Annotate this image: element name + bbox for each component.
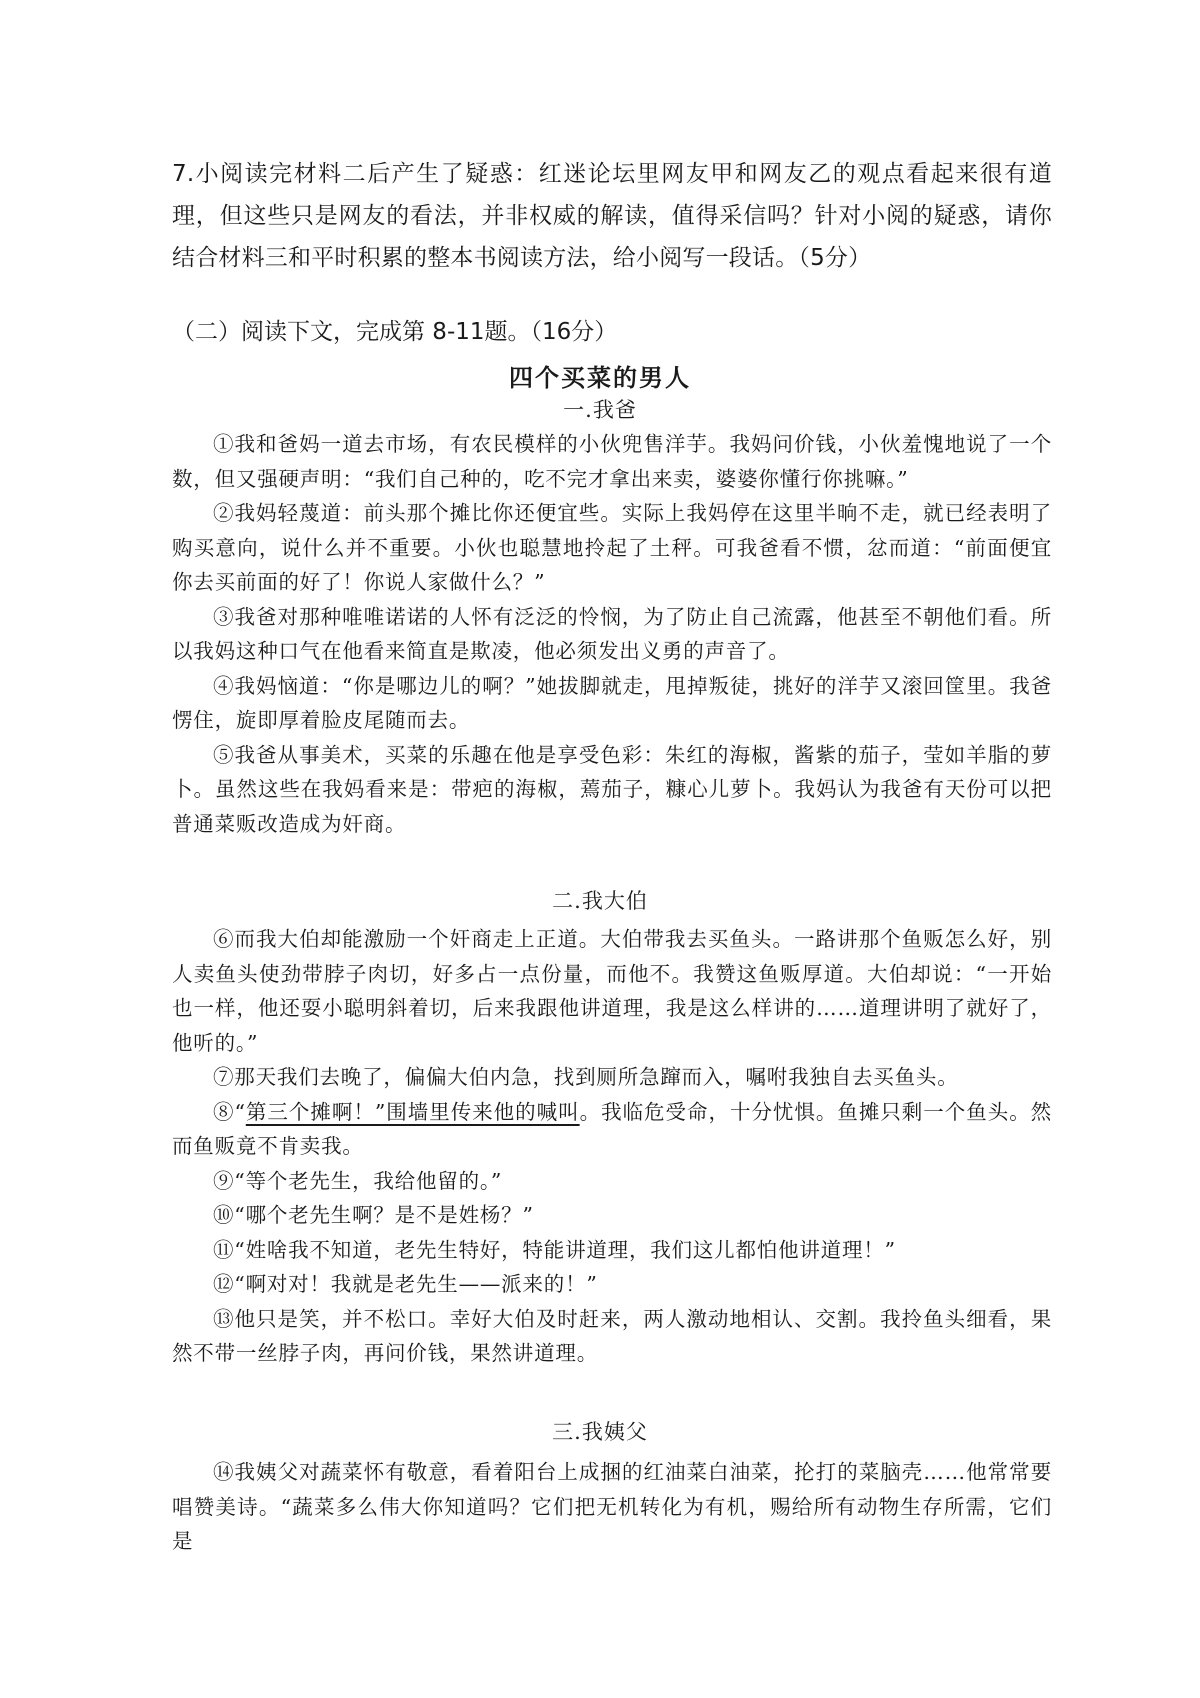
- paragraph-12: ⑫“啊对对！我就是老先生——派来的！”: [213, 1272, 598, 1296]
- paragraph-9: ⑨“等个老先生，我给他留的。”: [213, 1168, 503, 1193]
- paragraph-4: ④我妈恼道：“你是哪边儿的啊？”她拔脚就走，甩掉叛徒，挑好的洋芋又滚回筐里。我爸愣住，旋即厚着脸皮尾随而去。: [172, 673, 1052, 732]
- paragraph-2: ②我妈轻蔑道：前头那个摊比你还便宜些。实际上我妈停在这里半晌不走，就已经表明了购买意向，说什么并不重要。小伙也聪慧地拎起了土秤。可我爸看不惯，忿而道：“前面便宜你去买前面的好了！你说人家做什么？”: [172, 501, 1052, 594]
- paragraph-8-start: ⑧“: [213, 1099, 246, 1124]
- question-7: 7.小阅读完材料二后产生了疑惑：红迷论坛里网友甲和网友乙的观点看起来很有道理，但这些只是网友的看法，并非权威的解读，值得采信吗？针对小阅的疑惑，请你结合材料三和平时积累的整本书阅读方法，给小阅写一段话。（5分）: [172, 161, 1052, 271]
- paragraph-6: ⑥而我大伯却能激励一个奸商走上正道。大伯带我去买鱼头。一路讲那个鱼贩怎么好，别人卖鱼头使劲带脖子肉切，好多占一点份量，而他不。我赞这鱼贩厚道。大伯却说：“一开始也一样，他还耍小聪明斜着切，后来我跟他讲道理，我是这么样讲的……道理讲明了就好了，他听的。”: [172, 927, 1052, 1055]
- paragraph-13: ⑬他只是笑，并不松口。幸好大伯及时赶来，两人激动地相认、交割。我拎鱼头细看，果然不带一丝脖子肉，再问价钱，果然讲道理。: [172, 1306, 1052, 1365]
- section-2-instruction: （二）阅读下文，完成第 8-11题。（16分）: [172, 319, 618, 345]
- paragraph-3: ③我爸对那种唯唯诺诺的人怀有泛泛的怜悯，为了防止自己流露，他甚至不朝他们看。所以我妈这种口气在他看来简直是欺凌，他必须发出义勇的声音了。: [172, 604, 1052, 663]
- paragraph-11: ⑪“姓啥我不知道，老先生特好，特能讲道理，我们这儿都怕他讲道理！”: [213, 1237, 896, 1262]
- part-2-heading: 二.我大伯: [552, 889, 648, 913]
- paragraph-1: ①我和爸妈一道去市场，有农民模样的小伙兜售洋芋。我妈问价钱，小伙羞愧地说了一个数，但又强硬声明：“我们自己种的，吃不完才拿出来卖，婆婆你懂行你挑嘛。”: [172, 432, 1052, 491]
- part-1-body: [172, 427, 1052, 841]
- paragraph-8: [172, 1095, 1052, 1164]
- paragraph-8-rest: 。我临危受命，十分忧惧。鱼摊只剩一个鱼头。然而鱼贩竟不肯卖我。: [172, 1099, 1052, 1158]
- paragraph-5: ⑤我爸从事美术，买菜的乐趣在他是享受色彩：朱红的海椒，酱紫的茄子，莹如羊脂的萝卜。虽然这些在我妈看来是：带疤的海椒，蔫茄子，糠心儿萝卜。我妈认为我爸有天份可以把普通菜贩改造成为奸商。: [172, 742, 1052, 836]
- underlined-sentence: 第三个摊啊！”围墙里传来他的喊叫: [245, 1099, 580, 1124]
- paragraph-14: ⑭我姨父对蔬菜怀有敬意，看着阳台上成捆的红油菜白油菜，抡打的菜脑壳……他常常要唱赞美诗。“蔬菜多么伟大你知道吗？它们把无机转化为有机，赐给所有动物生存所需，它们是: [172, 1460, 1052, 1553]
- part-3-heading: 三.我姨父: [552, 1420, 648, 1444]
- article-title: 四个买菜的男人: [509, 363, 691, 392]
- paragraph-7: ⑦那天我们去晚了，偏偏大伯内急，找到厕所急蹿而入，嘱咐我独自去买鱼头。: [213, 1065, 959, 1089]
- part-2-body: [172, 922, 1052, 1371]
- part-3-body: [172, 1455, 1052, 1559]
- paragraph-10: ⑩“哪个老先生啊？是不是姓杨？”: [213, 1203, 534, 1227]
- part-1-heading: 一.我爸: [563, 398, 637, 422]
